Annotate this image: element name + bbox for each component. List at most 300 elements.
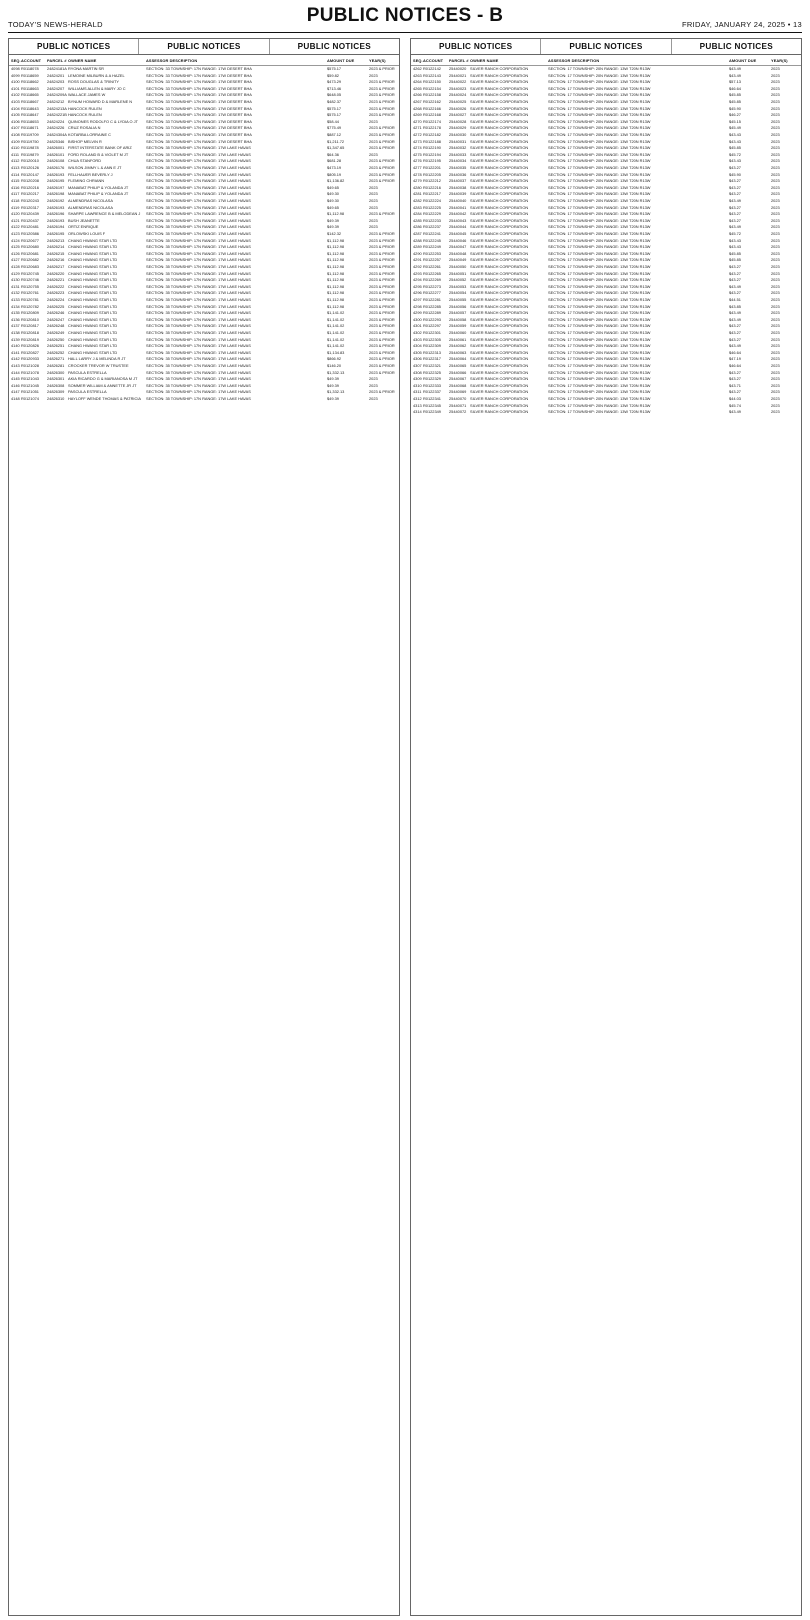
cell-owner: SILVER RANCH CORPORATION — [470, 132, 529, 137]
cell-acct: R0118667 — [21, 99, 39, 104]
cell-desc: SECTION: 17 TOWNSHIP: 20N RANGE: 13W T20N R13W — [548, 211, 651, 217]
cell-parcel: 25440068 — [449, 382, 467, 388]
table-row — [9, 132, 399, 138]
table-row — [9, 158, 399, 164]
table-row — [9, 350, 399, 356]
cell-amt: $43.49 — [729, 310, 741, 316]
cell-amt: $805.19 — [327, 171, 342, 177]
cell-parcel: 24826193 — [47, 217, 65, 223]
table-row — [9, 238, 399, 244]
cell-yr: 2023 — [771, 343, 780, 349]
table-row — [9, 125, 399, 131]
table-row — [411, 389, 801, 395]
cell-seq: 4265 — [413, 85, 422, 91]
table-row — [9, 66, 399, 72]
table-row — [411, 330, 801, 336]
cell-desc: SECTION: 17 TOWNSHIP: 20N RANGE: 13W T20N R13W — [548, 198, 651, 203]
table-row — [9, 271, 399, 277]
col-amount: AMOUNT DUE — [729, 58, 757, 63]
table-row — [9, 244, 399, 250]
cell-desc: SECTION: 17 TOWNSHIP: 20N RANGE: 13W T20N R13W — [548, 191, 651, 197]
cell-amt: $45.85 — [729, 99, 741, 104]
cell-acct: R0122297 — [423, 323, 441, 329]
cell-owner: SILVER RANCH CORPORATION — [470, 303, 529, 309]
cell-desc: SECTION: 35 TOWNSHIP: 17N RANGE: 17W LAKE HAVAS — [146, 270, 251, 276]
cell-acct: R0122277 — [423, 290, 441, 296]
cell-yr: 2023 — [771, 184, 780, 190]
cell-parcel: 24826108 — [47, 158, 65, 164]
cell-yr: 2023 — [771, 79, 780, 85]
cell-seq: 4303 — [413, 336, 422, 342]
cell-desc: SECTION: 17 TOWNSHIP: 20N RANGE: 13W T20N R13W — [548, 310, 651, 316]
cell-parcel: 24825346 — [47, 138, 65, 144]
cell-owner: BUSH JEANETTE — [68, 217, 100, 223]
section-headers-left — [9, 39, 399, 55]
cell-yr: 2023 — [771, 211, 780, 217]
cell-yr: 2023 — [771, 270, 780, 276]
cell-parcel: 24824181A — [47, 66, 67, 71]
cell-yr: 2023 — [771, 369, 780, 375]
cell-seq: 4275 — [413, 151, 422, 157]
cell-parcel: 24826281 — [47, 363, 65, 368]
table-row — [9, 172, 399, 178]
cell-acct: R0118647 — [21, 112, 39, 118]
cell-seq: 4306 — [413, 356, 422, 362]
cell-desc: SECTION: 17 TOWNSHIP: 20N RANGE: 13W T20N R13W — [548, 336, 651, 342]
cell-seq: 4124 — [11, 237, 20, 243]
cell-parcel: 25440024 — [449, 92, 467, 98]
cell-owner: SILVER RANCH CORPORATION — [470, 257, 529, 263]
col-owner: OWNER NAME — [470, 58, 499, 63]
cell-yr: 2023 & PRIOR — [369, 231, 395, 236]
cell-owner: CHANG HWANG STAR LTD — [68, 349, 118, 355]
cell-seq: 4300 — [413, 316, 422, 322]
cell-acct: R0118671 — [21, 125, 39, 131]
table-row — [411, 310, 801, 316]
cell-parcel: 25440048 — [449, 250, 467, 256]
cell-seq: 4101 — [11, 85, 20, 91]
cell-amt: $45.72 — [729, 151, 741, 157]
cell-desc: SECTION: 35 TOWNSHIP: 17N RANGE: 17W LAKE HAVAS — [146, 217, 251, 223]
cell-amt: $57.13 — [729, 79, 741, 85]
cell-yr: 2023 — [369, 191, 378, 197]
cell-amt: $43.43 — [729, 237, 741, 243]
cell-seq: 4135 — [11, 310, 20, 316]
cell-parcel: 25440055 — [449, 297, 467, 302]
table-row — [411, 356, 801, 362]
cell-amt: $43.49 — [729, 66, 741, 71]
cell-parcel: 24824213A — [47, 105, 67, 111]
cell-acct: R0122178 — [423, 125, 441, 131]
cell-acct: R0118659 — [21, 72, 39, 78]
cell-desc: SECTION: 17 TOWNSHIP: 20N RANGE: 13W T20N R13W — [548, 257, 651, 263]
cell-amt: $1,112.98 — [327, 303, 345, 309]
cell-acct: R0120586 — [21, 231, 39, 236]
cell-yr: 2023 — [771, 283, 780, 289]
cell-parcel: 24826249 — [47, 330, 65, 335]
cell-seq: 4263 — [413, 72, 422, 78]
cell-yr: 2023 & PRIOR — [369, 270, 395, 276]
cell-parcel: 25440056 — [449, 303, 467, 309]
cell-yr: 2023 — [771, 297, 780, 302]
col-owner: OWNER NAME — [68, 58, 97, 63]
cell-parcel: 25440069 — [449, 389, 467, 395]
cell-owner: SILVER RANCH CORPORATION — [470, 409, 529, 415]
cell-seq: 4126 — [11, 250, 20, 256]
table-row — [411, 290, 801, 296]
cell-acct: R0122269 — [423, 277, 441, 283]
cell-amt: $575.17 — [327, 112, 342, 118]
cell-parcel: 25440043 — [449, 217, 467, 223]
cell-desc: SECTION: 35 TOWNSHIP: 17N RANGE: 17W LAKE HAVAS — [146, 224, 251, 230]
cell-amt: $1,112.98 — [327, 264, 345, 269]
cell-owner: CHANG HWANG STAR LTD — [68, 297, 118, 302]
table-rows-left — [9, 66, 399, 1613]
cell-seq: 4132 — [11, 290, 20, 296]
cell-owner: RYONA MARTIN SR — [68, 66, 104, 71]
table-row — [9, 224, 399, 230]
table-row — [9, 119, 399, 125]
cell-amt: $45.90 — [729, 171, 741, 177]
cell-seq: 4146 — [11, 382, 20, 388]
table-row — [9, 99, 399, 105]
cell-acct: R0120809 — [21, 310, 39, 316]
cell-yr: 2023 & PRIOR — [369, 244, 395, 250]
cell-amt: $49.39 — [327, 217, 339, 223]
cell-acct: R0122212 — [423, 178, 441, 184]
col-seq: SEQ. — [11, 58, 21, 63]
cell-acct: R0120010 — [21, 158, 39, 164]
cell-owner: SILVER RANCH CORPORATION — [470, 72, 529, 78]
cell-parcel: 25440042 — [449, 211, 467, 217]
table-row — [9, 284, 399, 290]
cell-seq: 4139 — [11, 336, 20, 342]
table-row — [411, 112, 801, 118]
cell-seq: 4118 — [11, 198, 20, 203]
cell-desc: SECTION: 17 TOWNSHIP: 20N RANGE: 13W T20N R13W — [548, 330, 651, 335]
cell-yr: 2023 — [771, 198, 780, 203]
cell-owner: HAYLOFF WENDE THOMAS & PATRICIA — [68, 396, 141, 401]
cell-parcel: 25440061 — [449, 336, 467, 342]
cell-yr: 2023 — [771, 363, 780, 368]
cell-desc: SECTION: 17 TOWNSHIP: 20N RANGE: 13W T20N R13W — [548, 105, 651, 111]
col-years: YEAR(S) — [369, 58, 386, 63]
cell-acct: R0122273 — [423, 283, 441, 289]
cell-desc: SECTION: 35 TOWNSHIP: 17N RANGE: 17W LAKE HAVAS — [146, 343, 251, 349]
table-row — [9, 152, 399, 158]
cell-owner: PASCULA ESTRELLA — [68, 369, 107, 375]
cell-yr: 2023 & PRIOR — [369, 349, 395, 355]
cell-amt: $49.30 — [327, 191, 339, 197]
cell-parcel: 25440045 — [449, 231, 467, 236]
cell-owner: MANABAT PHILIP & YOLANDA JT — [68, 191, 129, 197]
table-row — [411, 66, 801, 72]
cell-parcel: 24826194 — [47, 224, 65, 230]
cell-acct: R0120243 — [21, 198, 39, 203]
cell-seq: 4282 — [413, 198, 422, 203]
cell-amt: $49.39 — [327, 396, 339, 401]
cell-owner: ALMENDRAS NICOLASA — [68, 204, 113, 210]
cell-amt: $648.05 — [327, 92, 342, 98]
cell-parcel: 25440046 — [449, 237, 467, 243]
table-row — [9, 218, 399, 224]
cell-yr: 2023 — [771, 158, 780, 164]
cell-amt: $1,112.98 — [327, 277, 345, 283]
cell-seq: 4297 — [413, 297, 422, 302]
cell-parcel: 25440032 — [449, 145, 467, 151]
table-row — [411, 396, 801, 402]
col-desc: ASSESSOR DESCRIPTION — [548, 58, 600, 63]
column-header-row-right — [411, 55, 801, 66]
cell-yr: 2023 & PRIOR — [369, 356, 395, 362]
table-row — [9, 139, 399, 145]
cell-owner: SILVER RANCH CORPORATION — [470, 217, 529, 223]
cell-acct: R0120481 — [21, 224, 39, 230]
cell-amt: $45.74 — [729, 402, 741, 408]
table-row — [411, 198, 801, 204]
cell-seq: 4138 — [11, 330, 20, 335]
cell-owner: SILVER RANCH CORPORATION — [470, 92, 529, 98]
cell-owner: SILVER RANCH CORPORATION — [470, 224, 529, 230]
section-header: PUBLIC NOTICES — [297, 42, 371, 51]
cell-owner: SILVER RANCH CORPORATION — [470, 237, 529, 243]
table-row — [411, 132, 801, 138]
cell-desc: SECTION: 35 TOWNSHIP: 17N RANGE: 17W LAKE HAVAS — [146, 191, 251, 197]
cell-amt: $43.27 — [729, 277, 741, 283]
cell-amt: $1,141.02 — [327, 323, 345, 329]
cell-owner: SILVER RANCH CORPORATION — [470, 165, 529, 170]
cell-seq: 4145 — [11, 376, 20, 382]
cell-acct: R0121074 — [21, 396, 39, 401]
cell-seq: 4304 — [413, 343, 422, 349]
cell-amt: $43.43 — [729, 244, 741, 250]
cell-parcel: 25440033 — [449, 151, 467, 157]
cell-desc: SECTION: 35 TOWNSHIP: 17N RANGE: 17W LAKE HAVAS — [146, 376, 251, 382]
cell-acct: R0118665 — [21, 92, 39, 98]
cell-desc: SECTION: 17 TOWNSHIP: 20N RANGE: 13W T20N R13W — [548, 165, 651, 170]
cell-seq: 4129 — [11, 270, 20, 276]
table-row — [411, 337, 801, 343]
col-years: YEAR(S) — [771, 58, 788, 63]
cell-owner: CHANG HWANG STAR LTD — [68, 303, 118, 309]
cell-parcel: 24826001 — [47, 145, 65, 151]
cell-seq: 4312 — [413, 396, 422, 401]
cell-desc: SECTION: 17 TOWNSHIP: 20N RANGE: 13W T20N R13W — [548, 85, 651, 91]
cell-amt: $49.30 — [327, 198, 339, 203]
cell-amt: $43.27 — [729, 204, 741, 210]
cell-desc: SECTION: 35 TOWNSHIP: 17N RANGE: 17W DESERT BHA — [146, 138, 252, 144]
cell-amt: $43.43 — [729, 158, 741, 164]
table-row — [9, 264, 399, 270]
cell-yr: 2023 — [771, 112, 780, 118]
cell-desc: SECTION: 35 TOWNSHIP: 17N RANGE: 17W LAKE HAVAS — [146, 165, 251, 170]
cell-owner: SILVER RANCH CORPORATION — [470, 316, 529, 322]
table-row — [411, 165, 801, 171]
table-row — [9, 106, 399, 112]
cell-seq: 4105 — [11, 112, 20, 118]
cell-owner: SILVER RANCH CORPORATION — [470, 158, 529, 164]
cell-yr: 2023 — [771, 257, 780, 263]
cell-acct: R0119709 — [21, 132, 39, 137]
cell-acct: R0122317 — [423, 356, 441, 362]
cell-acct: R0122216 — [423, 184, 441, 190]
cell-yr: 2023 — [771, 237, 780, 243]
table-row — [9, 145, 399, 151]
cell-yr: 2023 & PRIOR — [369, 336, 395, 342]
cell-yr: 2023 — [771, 231, 780, 236]
cell-owner: SILVER RANCH CORPORATION — [470, 138, 529, 144]
cell-yr: 2023 — [771, 171, 780, 177]
cell-yr: 2023 — [771, 145, 780, 151]
cell-seq: 4308 — [413, 369, 422, 375]
cell-owner: SILVER RANCH CORPORATION — [470, 178, 529, 184]
cell-yr: 2023 — [771, 376, 780, 382]
cell-acct: R0118653 — [21, 118, 39, 124]
table-row — [9, 297, 399, 303]
cell-parcel: 25440025 — [449, 99, 467, 104]
table-row — [411, 211, 801, 217]
cell-amt: $43.43 — [729, 138, 741, 144]
cell-seq: 4298 — [413, 303, 422, 309]
cell-amt: $43.27 — [729, 290, 741, 296]
cell-acct: R0122337 — [423, 389, 441, 395]
table-row — [411, 350, 801, 356]
cell-desc: SECTION: 17 TOWNSHIP: 20N RANGE: 13W T20N R13W — [548, 356, 651, 362]
table-row — [411, 363, 801, 369]
cell-desc: SECTION: 17 TOWNSHIP: 20N RANGE: 13W T20N R13W — [548, 66, 651, 71]
cell-amt: $43.49 — [729, 72, 741, 78]
cell-parcel: 25440021 — [449, 72, 467, 78]
cell-yr: 2023 — [771, 151, 780, 157]
table-row — [9, 330, 399, 336]
cell-yr: 2023 — [771, 316, 780, 322]
cell-parcel: 24824304A — [47, 132, 67, 137]
cell-yr: 2023 — [369, 217, 378, 223]
cell-amt: $45.85 — [729, 250, 741, 256]
cell-amt: $44.51 — [729, 297, 741, 302]
cell-owner: CHANG HWANG STAR LTD — [68, 264, 118, 269]
cell-parcel: 25440044 — [449, 224, 467, 230]
cell-seq: 4144 — [11, 369, 20, 375]
cell-owner: CHANG HWANG STAR LTD — [68, 316, 118, 322]
table-row — [9, 356, 399, 362]
cell-acct: R0122150 — [423, 79, 441, 85]
cell-seq: 4104 — [11, 105, 20, 111]
cell-amt: $49.39 — [327, 224, 339, 230]
cell-parcel: 24826198 — [47, 191, 65, 197]
cell-desc: SECTION: 35 TOWNSHIP: 17N RANGE: 17W LAKE HAVAS — [146, 396, 251, 401]
page-title: PUBLIC NOTICES - B — [306, 5, 504, 26]
table-row — [411, 152, 801, 158]
cell-owner: MANABAT PHILIP & YOLANDA JT — [68, 184, 129, 190]
cell-owner: SILVER RANCH CORPORATION — [470, 376, 529, 382]
cell-acct: R0122225 — [423, 204, 441, 210]
cell-acct: R0122174 — [423, 118, 441, 124]
cell-owner: SILVER RANCH CORPORATION — [470, 244, 529, 250]
section-header: PUBLIC NOTICES — [139, 39, 269, 54]
cell-seq: 4266 — [413, 92, 422, 98]
cell-desc: SECTION: 35 TOWNSHIP: 17N RANGE: 17W LAKE HAVAS — [146, 158, 251, 164]
table-row — [9, 323, 399, 329]
cell-desc: SECTION: 17 TOWNSHIP: 20N RANGE: 13W T20N R13W — [548, 264, 651, 269]
cell-desc: SECTION: 35 TOWNSHIP: 17N RANGE: 17W LAKE HAVAS — [146, 264, 251, 269]
table-row — [411, 271, 801, 277]
col-seq: SEQ. — [413, 58, 423, 63]
cell-parcel: 25440059 — [449, 323, 467, 329]
notices-block-left — [8, 38, 400, 1616]
cell-yr: 2023 — [771, 303, 780, 309]
section-header: PUBLIC NOTICES — [411, 39, 541, 54]
cell-seq: 4281 — [413, 191, 422, 197]
cell-yr: 2023 & PRIOR — [369, 145, 395, 151]
cell-amt: $887.12 — [327, 132, 342, 137]
cell-acct: R0122182 — [423, 132, 441, 137]
col-account: ACCOUNT — [423, 58, 444, 63]
cell-amt: $1,141.02 — [327, 343, 345, 349]
cell-parcel: 24826213 — [47, 237, 65, 243]
cell-amt: $46.64 — [729, 85, 741, 91]
cell-owner: SILVER RANCH CORPORATION — [470, 171, 529, 177]
cell-acct: R0120746 — [21, 277, 39, 283]
cell-parcel: 25440041 — [449, 204, 467, 210]
cell-desc: SECTION: 17 TOWNSHIP: 20N RANGE: 13W T20N R13W — [548, 217, 651, 223]
cell-acct: R0120818 — [21, 330, 39, 335]
cell-owner: SILVER RANCH CORPORATION — [470, 204, 529, 210]
cell-parcel: 24826224 — [47, 297, 65, 302]
cell-acct: R0122333 — [423, 382, 441, 388]
cell-amt: $43.49 — [729, 224, 741, 230]
cell-parcel: 24826214 — [47, 244, 65, 250]
cell-yr: 2023 — [771, 349, 780, 355]
cell-seq: 4148 — [11, 396, 20, 401]
cell-desc: SECTION: 17 TOWNSHIP: 20N RANGE: 13W T20N R13W — [548, 145, 651, 151]
cell-yr: 2023 & PRIOR — [369, 158, 395, 164]
cell-yr: 2023 & PRIOR — [369, 290, 395, 296]
cell-desc: SECTION: 35 TOWNSHIP: 17N RANGE: 17W LAKE HAVAS — [146, 316, 251, 322]
cell-amt: $146.20 — [327, 363, 342, 368]
cell-yr: 2023 — [771, 125, 780, 131]
cell-amt: $1,134.83 — [327, 349, 345, 355]
cell-owner: CHANG HWANG STAR LTD — [68, 257, 118, 263]
cell-desc: SECTION: 35 TOWNSHIP: 17N RANGE: 17W LAKE HAVAS — [146, 151, 251, 157]
cell-parcel: 25440039 — [449, 191, 467, 197]
cell-owner: CROCKER TREVOR W TRUSTEE — [68, 363, 129, 368]
table-row — [411, 218, 801, 224]
cell-parcel: 24826216 — [47, 257, 65, 263]
table-row — [411, 158, 801, 164]
cell-amt: $1,141.02 — [327, 330, 345, 335]
cell-yr: 2023 — [369, 376, 378, 382]
cell-amt: $1,347.65 — [327, 145, 345, 151]
cell-parcel: 24826225 — [47, 303, 65, 309]
cell-parcel: 25440038 — [449, 184, 467, 190]
cell-acct: R0122241 — [423, 231, 441, 236]
table-row — [9, 376, 399, 382]
cell-seq: 4292 — [413, 264, 422, 269]
cell-desc: SECTION: 35 TOWNSHIP: 17N RANGE: 17W LAKE HAVAS — [146, 244, 251, 250]
masthead-rule — [8, 32, 802, 33]
cell-acct: R0122265 — [423, 270, 441, 276]
cell-parcel: 25440070 — [449, 396, 467, 401]
cell-yr: 2023 & PRIOR — [369, 79, 395, 85]
table-row — [9, 86, 399, 92]
cell-seq: 4108 — [11, 132, 20, 137]
cell-parcel: 24826195 — [47, 178, 65, 184]
table-row — [9, 231, 399, 237]
cell-amt: $681.28 — [327, 158, 342, 164]
cell-parcel: 24824207 — [47, 85, 65, 91]
table-row — [411, 106, 801, 112]
